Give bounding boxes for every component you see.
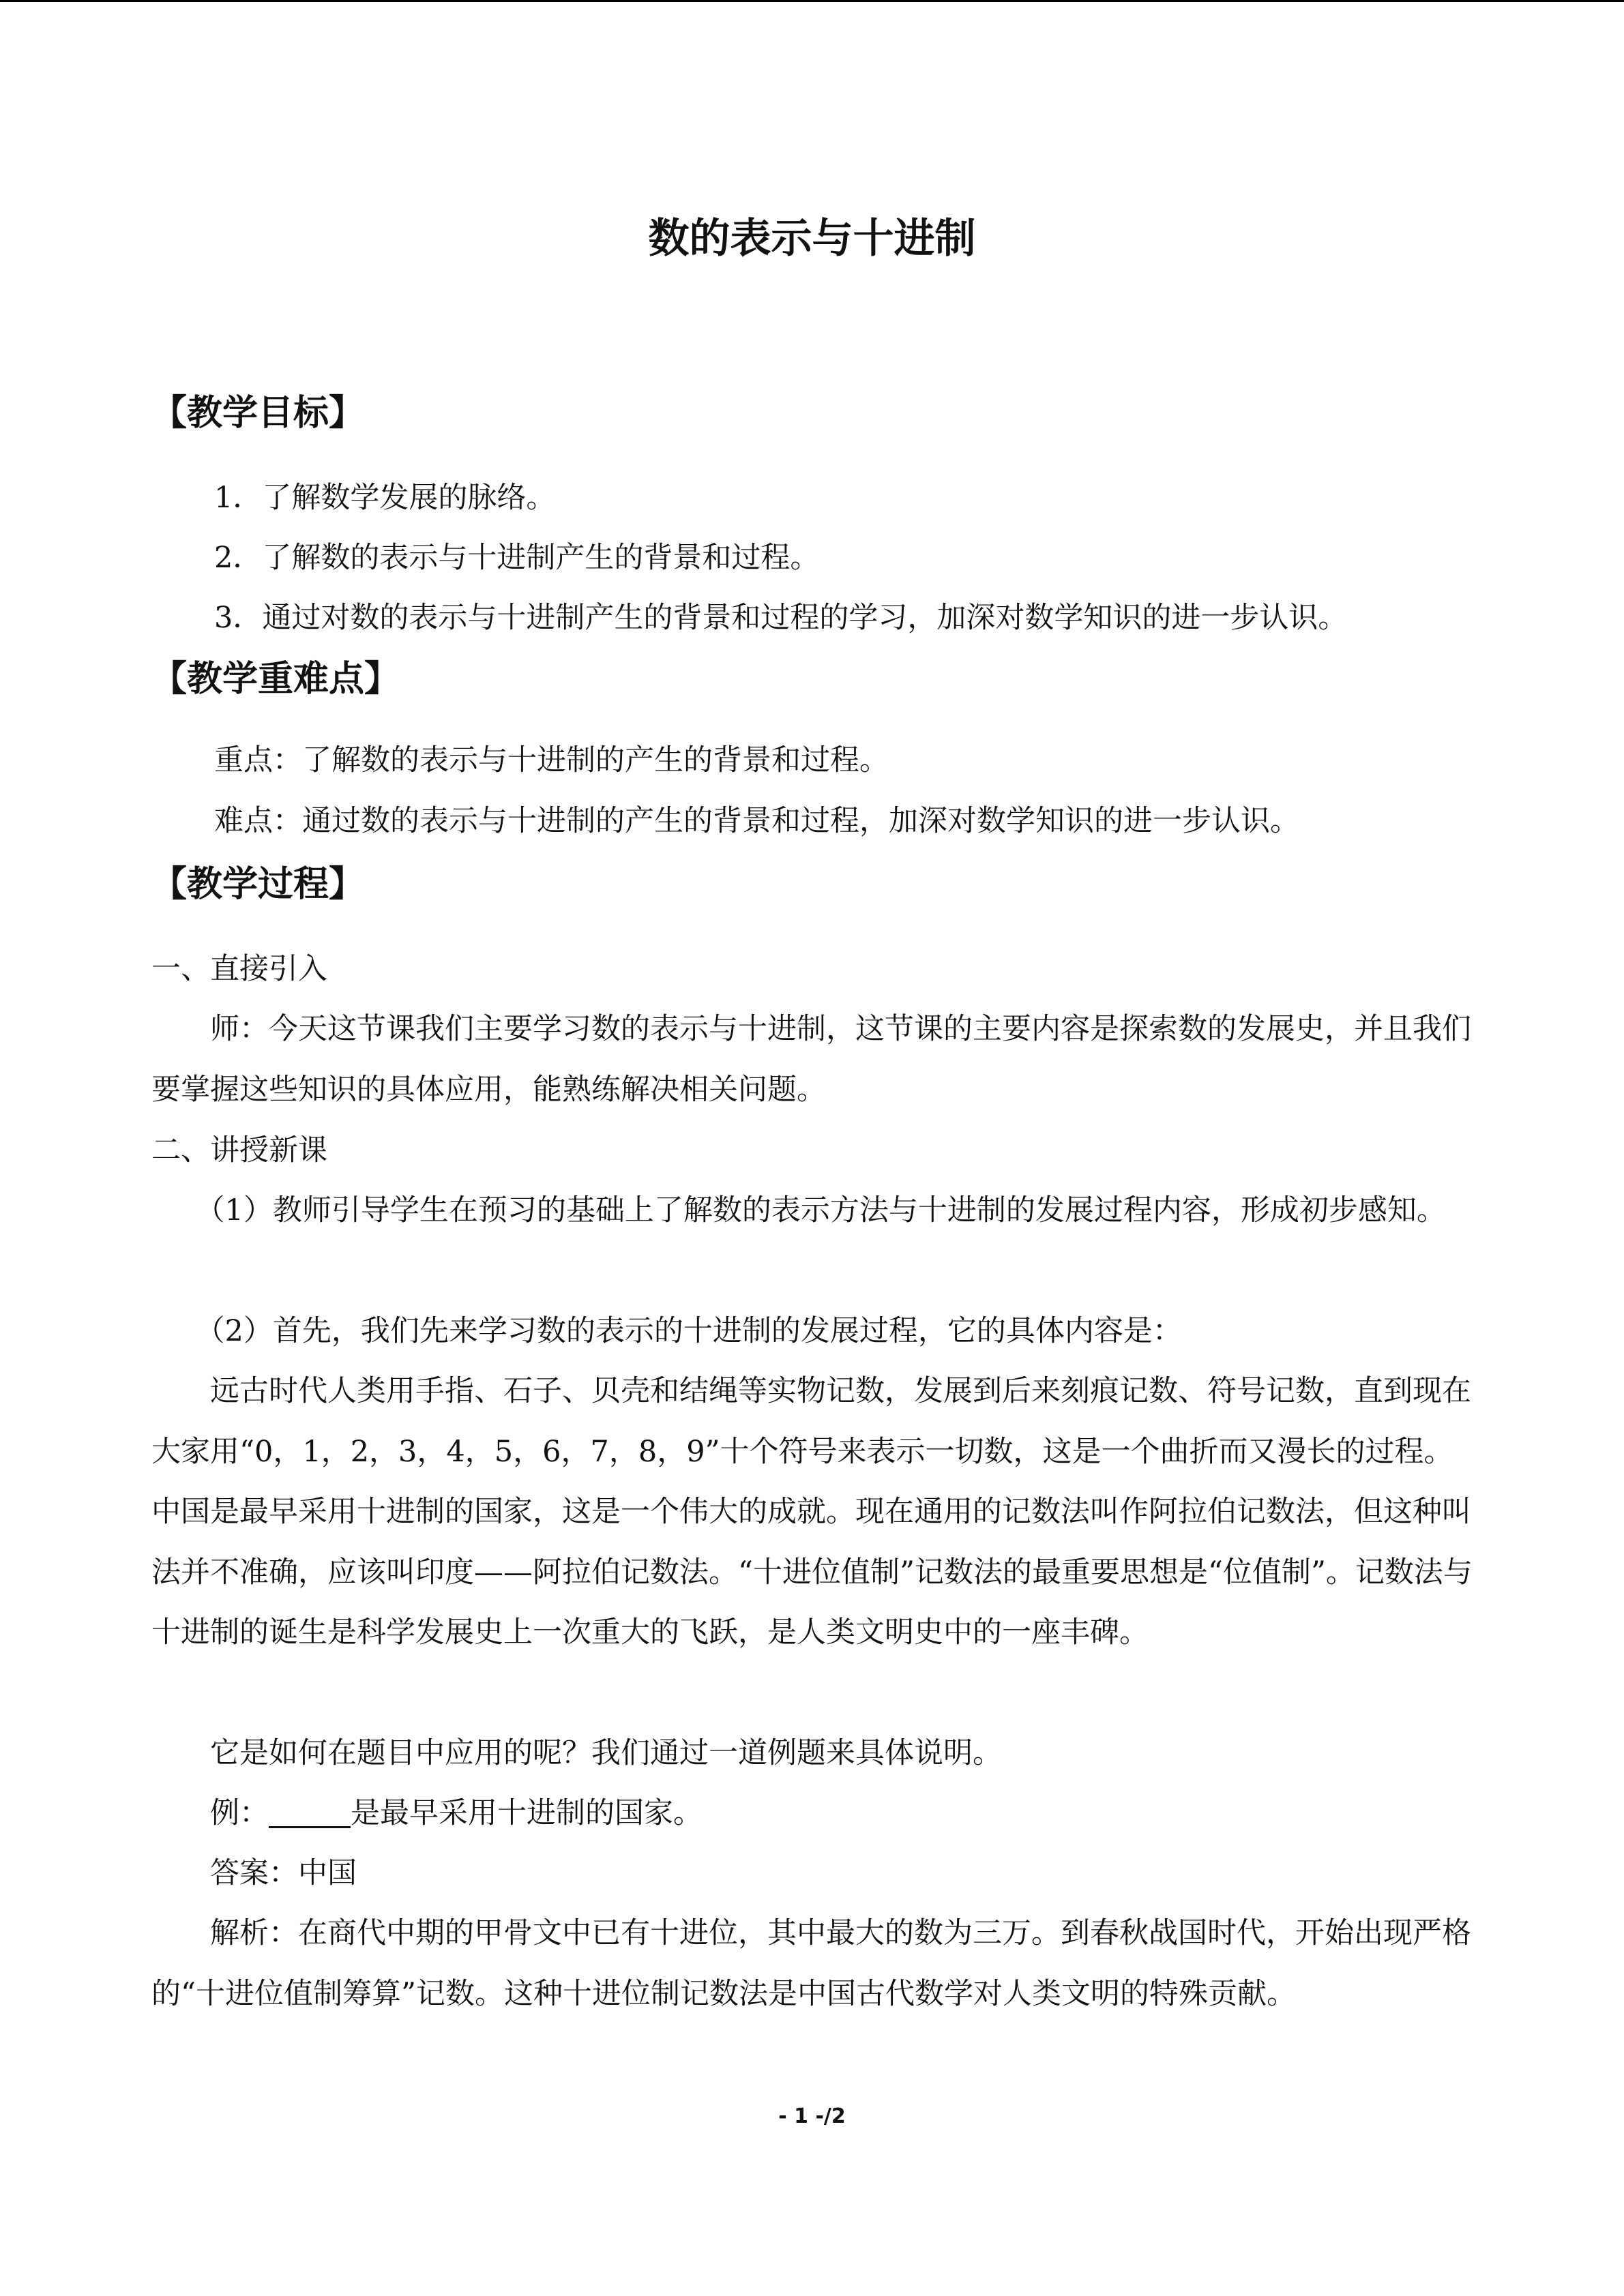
example-line [151, 1783, 1481, 1844]
keypoints-heading: 【教学重难点】 [151, 659, 400, 700]
answer-text: 答案：中国 [151, 1856, 357, 1890]
analysis-text: 解析：在商代中期的甲骨文中已有十进位，其中最大的数为三万。到春秋战国时代，开始出现严格的“十进位值制筹算”记数。这种十进位制记数法是中国古代数学对人类文明的特殊贡献。 [151, 1916, 1471, 2011]
process-heading: 【教学过程】 [151, 864, 365, 905]
keypoint-text: 重点：了解数的表示与十进制的产生的背景和过程。 [214, 743, 889, 777]
document-title: 数的表示与十进制 [648, 215, 976, 263]
application-text: 它是如何在题目中应用的呢？我们通过一道例题来具体说明。 [151, 1736, 1002, 1770]
example-prefix: 例： [151, 1796, 269, 1830]
page-number: - 1 -/2 [778, 2104, 846, 2128]
difficulty-text: 难点：通过数的表示与十进制的产生的背景和过程，加深对数学知识的进一步认识。 [214, 804, 1299, 838]
history-text: 远古时代人类用手指、石子、贝壳和结绳等实物记数，发展到后来刻痕记数、符号记数，直到现在大家用“0，1，2，3，4，5，6，7，8，9”十个符号来表示一切数，这是一个曲折而又漫长的过程。中国是最早采用十进制的国家，这是一个伟大的成就。现在通用的记数法叫作阿拉伯记数法，但这种叫法并不准确，应该叫印度——阿拉伯记数法。“十进位值制”记数法的最重要思想是“位值制”。记数法与十进制的诞生是科学发展史上一次重大的飞跃，是人类文明史中的一座丰碑。 [151, 1374, 1473, 1650]
answer-blank [269, 1799, 351, 1828]
step1-text: （1）教师引导学生在预习的基础上了解数的表示方法与十进制的发展过程内容，形成初步感知。 [151, 1193, 1446, 1227]
example-suffix: 是最早采用十进制的国家。 [351, 1796, 703, 1830]
goal-item-1: 1．了解数学发展的脉络。 [214, 481, 556, 515]
part1-title: 一、直接引入 [151, 952, 327, 986]
part1-text: 师：今天这节课我们主要学习数的表示与十进制，这节课的主要内容是探索数的发展史，并且我们要掌握这些知识的具体应用，能熟练解决相关问题。 [151, 1012, 1471, 1107]
goal-item-2: 2．了解数的表示与十进制产生的背景和过程。 [214, 541, 820, 575]
top-border [0, 0, 1624, 2]
part2-title: 二、讲授新课 [151, 1133, 327, 1167]
step2-text: （2）首先，我们先来学习数的表示的十进制的发展过程，它的具体内容是： [151, 1314, 1182, 1348]
goals-heading: 【教学目标】 [151, 393, 365, 434]
goal-item-3: 3．通过对数的表示与十进制产生的背景和过程的学习，加深对数学知识的进一步认识。 [214, 601, 1348, 635]
